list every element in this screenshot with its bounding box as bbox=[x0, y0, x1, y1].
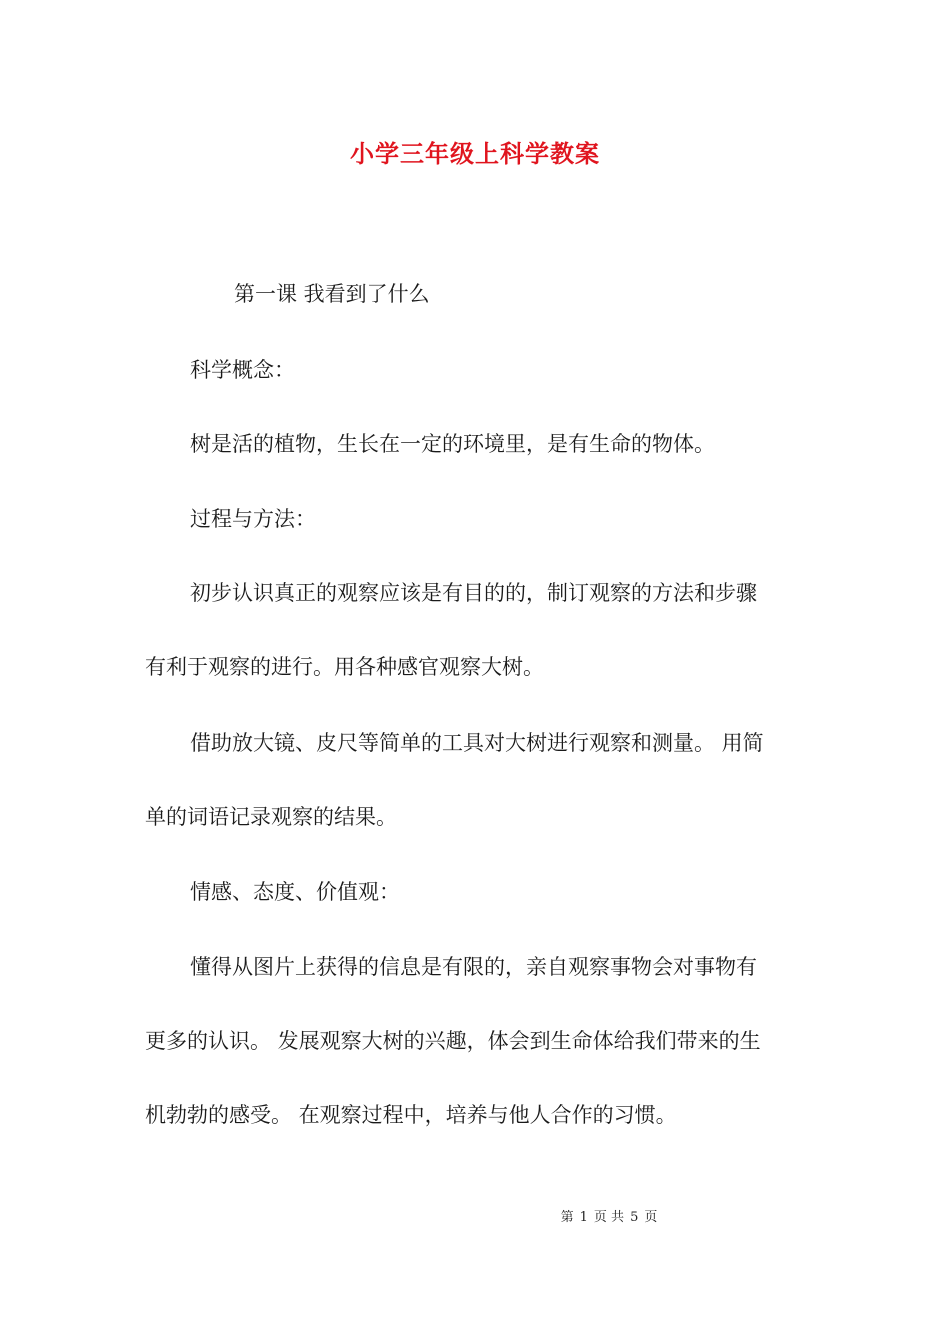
section-label-emotion: 情感、态度、价值观： bbox=[190, 880, 400, 904]
lesson-heading: 第一课 我看到了什么 bbox=[234, 282, 430, 306]
footer-mid: 页 共 bbox=[593, 1210, 625, 1225]
total-pages: 5 bbox=[630, 1210, 639, 1225]
page-number: 1 bbox=[579, 1210, 588, 1225]
paragraph-process-line: 初步认识真正的观察应该是有目的的，制订观察的方法和步骤 bbox=[190, 581, 757, 605]
paragraph-emotion-line: 机勃勃的感受。 在观察过程中，培养与他人合作的习惯。 bbox=[145, 1103, 677, 1127]
paragraph-emotion-line: 懂得从图片上获得的信息是有限的，亲自观察事物会对事物有 bbox=[190, 955, 757, 979]
section-label-concept: 科学概念： bbox=[190, 358, 295, 382]
section-label-process: 过程与方法： bbox=[190, 507, 316, 531]
footer-suffix: 页 bbox=[644, 1210, 658, 1225]
document-title: 小学三年级上科学教案 bbox=[350, 139, 600, 168]
paragraph-concept: 树是活的植物，生长在一定的环境里，是有生命的物体。 bbox=[190, 432, 715, 456]
paragraph-emotion-line: 更多的认识。 发展观察大树的兴趣，体会到生命体给我们带来的生 bbox=[145, 1029, 761, 1053]
footer-prefix: 第 bbox=[560, 1210, 574, 1225]
paragraph-process-line: 有利于观察的进行。用各种感官观察大树。 bbox=[145, 655, 544, 679]
page-footer bbox=[0, 1208, 950, 1228]
paragraph-process-line: 单的词语记录观察的结果。 bbox=[145, 805, 397, 829]
paragraph-process-line: 借助放大镜、皮尺等简单的工具对大树进行观察和测量。 用简 bbox=[190, 731, 764, 755]
